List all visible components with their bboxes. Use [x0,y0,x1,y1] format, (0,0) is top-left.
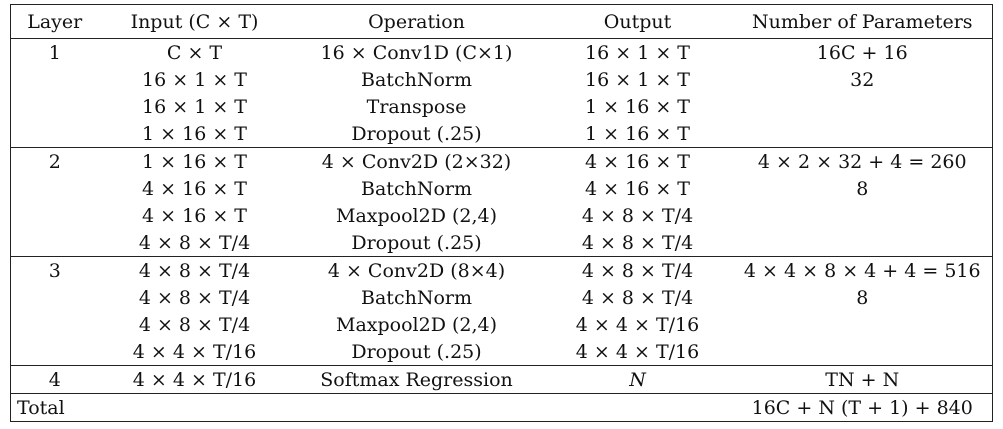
layer-cell: 4 [48,368,61,391]
output-cell: N [629,368,646,391]
input-cell: 4 × 16 × T [142,204,247,227]
output-cell: 4 × 8 × T/4 [581,204,694,227]
total-empty-cell [99,394,291,422]
params-cell: TN + N [825,368,900,391]
params-cell: 4 × 2 × 32 + 4 = 260 [757,150,967,173]
table-row [11,338,993,366]
table-row [11,66,993,93]
output-cell: 16 × 1 × T [585,41,690,64]
input-cell: 4 × 4 × T/16 [132,368,257,391]
header-row [11,5,993,39]
table-row [11,229,993,257]
header-output: Output [603,10,672,33]
operation-cell: Dropout (.25) [351,231,482,254]
input-cell: 16 × 1 × T [142,68,247,91]
params-cell [733,120,993,148]
table-row [11,366,993,394]
table-row [11,311,993,338]
params-cell [733,311,993,338]
params-cell: 8 [856,286,869,309]
operation-cell: BatchNorm [361,177,472,200]
operation-cell: 16 × Conv1D (C×1) [320,41,513,64]
layer-cell [11,202,99,229]
architecture-table [10,4,993,422]
table-row [11,148,993,176]
params-cell: 16C + 16 [816,41,908,64]
operation-cell: Transpose [366,95,467,118]
operation-cell: 4 × Conv2D (2×32) [321,150,512,173]
layer-cell: 2 [48,150,61,173]
layer-group-3 [11,257,993,366]
operation-cell: Maxpool2D (2,4) [335,313,498,336]
operation-cell: 4 × Conv2D (8×4) [327,259,506,282]
layer-group-2 [11,148,993,257]
layer-cell: 3 [48,259,61,282]
layer-cell [11,311,99,338]
output-cell: 1 × 16 × T [585,95,690,118]
params-cell: 32 [850,68,875,91]
table-row [11,175,993,202]
operation-cell: Maxpool2D (2,4) [335,204,498,227]
params-cell [733,202,993,229]
input-cell: C × T [166,41,223,64]
layer-cell [11,120,99,148]
total-empty-cell [291,394,543,422]
total-row [11,394,993,422]
layer-cell [11,229,99,257]
header-input: Input (C × T) [130,10,259,33]
output-cell: 16 × 1 × T [585,68,690,91]
operation-cell: Dropout (.25) [351,340,482,363]
output-cell: 4 × 8 × T/4 [581,259,694,282]
operation-cell: Softmax Regression [320,368,513,391]
operation-cell: BatchNorm [361,286,472,309]
output-cell: 4 × 16 × T [585,177,690,200]
total-params: 16C + N (T + 1) + 840 [751,396,973,419]
total-empty-cell [543,394,733,422]
output-cell: 4 × 8 × T/4 [581,286,694,309]
table-row [11,120,993,148]
layer-cell [11,338,99,366]
header-layer: Layer [27,10,83,33]
layer-cell [11,284,99,311]
operation-cell: BatchNorm [361,68,472,91]
layer-cell [11,66,99,93]
table-row [11,93,993,120]
table-container [10,4,992,422]
input-cell: 1 × 16 × T [142,122,247,145]
table-header [11,5,993,39]
input-cell: 4 × 16 × T [142,177,247,200]
output-cell: 1 × 16 × T [585,122,690,145]
input-cell: 1 × 16 × T [142,150,247,173]
layer-group-1 [11,39,993,148]
input-cell: 4 × 4 × T/16 [132,340,257,363]
input-cell: 4 × 8 × T/4 [138,286,251,309]
table-row [11,284,993,311]
table-row [11,39,993,67]
header-operation: Operation [368,10,465,33]
params-cell: 8 [856,177,869,200]
params-cell: 4 × 4 × 8 × 4 + 4 = 516 [743,259,981,282]
layer-cell [11,93,99,120]
table-row [11,257,993,285]
header-parameters: Number of Parameters [751,10,973,33]
params-cell [733,338,993,366]
input-cell: 16 × 1 × T [142,95,247,118]
layer-cell: 1 [48,41,61,64]
table-row [11,202,993,229]
layer-group-4 [11,366,993,422]
input-cell: 4 × 8 × T/4 [138,313,251,336]
operation-cell: Dropout (.25) [351,122,482,145]
total-label: Total [17,396,65,419]
output-cell: 4 × 4 × T/16 [575,340,700,363]
input-cell: 4 × 8 × T/4 [138,259,251,282]
output-cell: 4 × 16 × T [585,150,690,173]
output-cell: 4 × 8 × T/4 [581,231,694,254]
output-cell: 4 × 4 × T/16 [575,313,700,336]
input-cell: 4 × 8 × T/4 [138,231,251,254]
params-cell [733,93,993,120]
params-cell [733,229,993,257]
layer-cell [11,175,99,202]
